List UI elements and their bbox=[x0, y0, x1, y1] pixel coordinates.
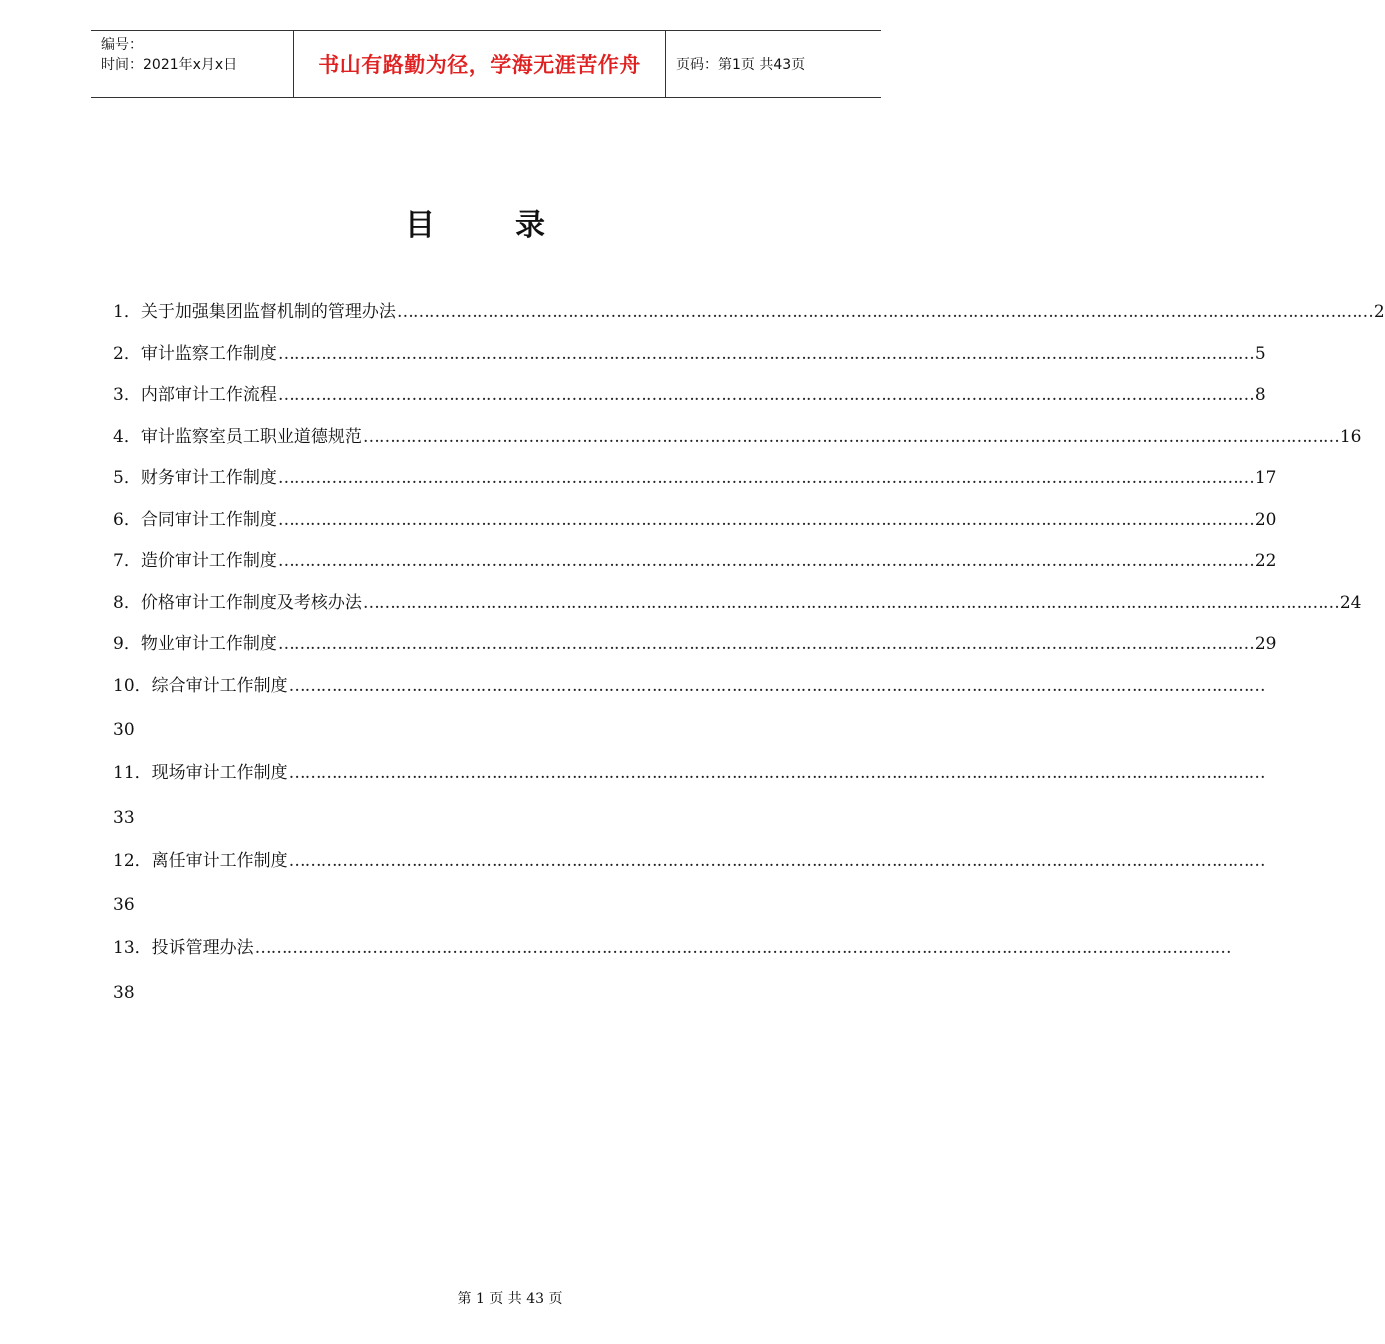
toc-dot-leader: ………………………………………………………………………………………………………………………………………………………………… bbox=[277, 509, 1254, 530]
toc-entry-line bbox=[113, 753, 1265, 795]
toc-wrapped-entries bbox=[113, 666, 1265, 1016]
toc-entry bbox=[113, 292, 1385, 334]
header-page-label: 页码：第1页 共43页 bbox=[676, 57, 806, 73]
toc-entry-label: 2．审计监察工作制度 bbox=[113, 343, 277, 364]
toc-dot-leader: ………………………………………………………………………………………………………………………………………………………………… bbox=[277, 468, 1254, 488]
page-title: 目录 bbox=[405, 208, 625, 243]
toc-entry bbox=[113, 375, 1266, 417]
toc-entry bbox=[113, 841, 1265, 929]
toc-entry-label: 12．离任审计工作制度 bbox=[113, 850, 288, 871]
toc-dot-leader: ………………………………………………………………………………………………………………………………………………………………… bbox=[277, 385, 1254, 405]
toc-entry-label: 7．造价审计工作制度 bbox=[113, 551, 277, 571]
toc-entry-label: 13．投诉管理办法 bbox=[113, 938, 254, 958]
toc-entry bbox=[113, 624, 1277, 666]
toc-entries bbox=[113, 292, 1385, 666]
toc-entry bbox=[113, 334, 1266, 376]
toc-entry-page: 36 bbox=[113, 895, 135, 915]
toc-entry-label: 3．内部审计工作流程 bbox=[113, 385, 277, 405]
toc-entry bbox=[113, 417, 1362, 459]
toc-entry-line bbox=[113, 666, 1265, 708]
table-of-contents bbox=[113, 292, 1385, 1016]
toc-dot-leader: ………………………………………………………………………………………………………………………………………………………………… bbox=[254, 938, 1231, 958]
toc-entry bbox=[113, 583, 1362, 625]
toc-entry-page: 30 bbox=[113, 720, 135, 740]
toc-dot-leader: ………………………………………………………………………………………………………………………………………………………………… bbox=[277, 343, 1254, 364]
document-number-label: 编号： bbox=[101, 37, 143, 53]
toc-dot-leader: ………………………………………………………………………………………………………………………………………………………………… bbox=[277, 551, 1254, 571]
toc-dot-leader: ………………………………………………………………………………………………………………………………………………………………… bbox=[288, 850, 1265, 871]
toc-entry-label: 11．现场审计工作制度 bbox=[113, 763, 288, 783]
header-page-cell bbox=[666, 31, 881, 97]
toc-entry-line bbox=[113, 841, 1265, 883]
toc-entry-page: 16 bbox=[1339, 426, 1362, 447]
toc-entry bbox=[113, 666, 1265, 754]
toc-entry bbox=[113, 541, 1277, 583]
toc-dot-leader: ………………………………………………………………………………………………………………………………………………………………… bbox=[362, 592, 1339, 613]
toc-dot-leader: ………………………………………………………………………………………………………………………………………………………………… bbox=[288, 675, 1265, 696]
toc-entry-label: 1．关于加强集团监督机制的管理办法 bbox=[113, 302, 396, 322]
page-header bbox=[91, 30, 881, 98]
toc-entry-label: 9．物业审计工作制度 bbox=[113, 634, 277, 654]
toc-entry-page: 29 bbox=[1254, 634, 1277, 654]
toc-entry bbox=[113, 753, 1265, 841]
toc-entry-label: 4．审计监察室员工职业道德规范 bbox=[113, 426, 362, 447]
toc-dot-leader: ………………………………………………………………………………………………………………………………………………………………… bbox=[288, 763, 1265, 783]
toc-entry-label: 6．合同审计工作制度 bbox=[113, 509, 277, 530]
toc-entry-line bbox=[113, 928, 1231, 970]
toc-entry-page: 33 bbox=[113, 807, 135, 828]
toc-entry bbox=[113, 500, 1277, 542]
toc-entry-page: 20 bbox=[1254, 509, 1277, 530]
toc-dot-leader: ………………………………………………………………………………………………………………………………………………………………… bbox=[277, 634, 1254, 654]
header-meta bbox=[91, 31, 293, 97]
page-footer: 第 1 页 共 43 页 bbox=[457, 1291, 563, 1307]
header-motto: 书山有路勤为径，学海无涯苦作舟 bbox=[318, 53, 641, 77]
toc-entry-label: 5．财务审计工作制度 bbox=[113, 468, 277, 488]
toc-entry-page: 22 bbox=[1254, 551, 1277, 571]
toc-entry-label: 10．综合审计工作制度 bbox=[113, 675, 288, 696]
toc-entry-page: 2 bbox=[1373, 302, 1385, 322]
toc-entry-page: 8 bbox=[1254, 385, 1266, 405]
toc-entry-page: 38 bbox=[113, 982, 135, 1003]
toc-entry bbox=[113, 928, 1231, 1016]
toc-entry-page: 24 bbox=[1339, 592, 1362, 613]
toc-entry-label: 8．价格审计工作制度及考核办法 bbox=[113, 592, 362, 613]
toc-dot-leader: ………………………………………………………………………………………………………………………………………………………………… bbox=[396, 302, 1373, 322]
toc-entry-page: 5 bbox=[1254, 343, 1266, 364]
toc-entry-page: 17 bbox=[1254, 468, 1277, 488]
toc-dot-leader: ………………………………………………………………………………………………………………………………………………………………… bbox=[362, 426, 1339, 447]
document-time-label: 时间：2021年x月x日 bbox=[101, 57, 238, 73]
toc-entry bbox=[113, 458, 1277, 500]
header-motto-cell bbox=[293, 31, 666, 97]
